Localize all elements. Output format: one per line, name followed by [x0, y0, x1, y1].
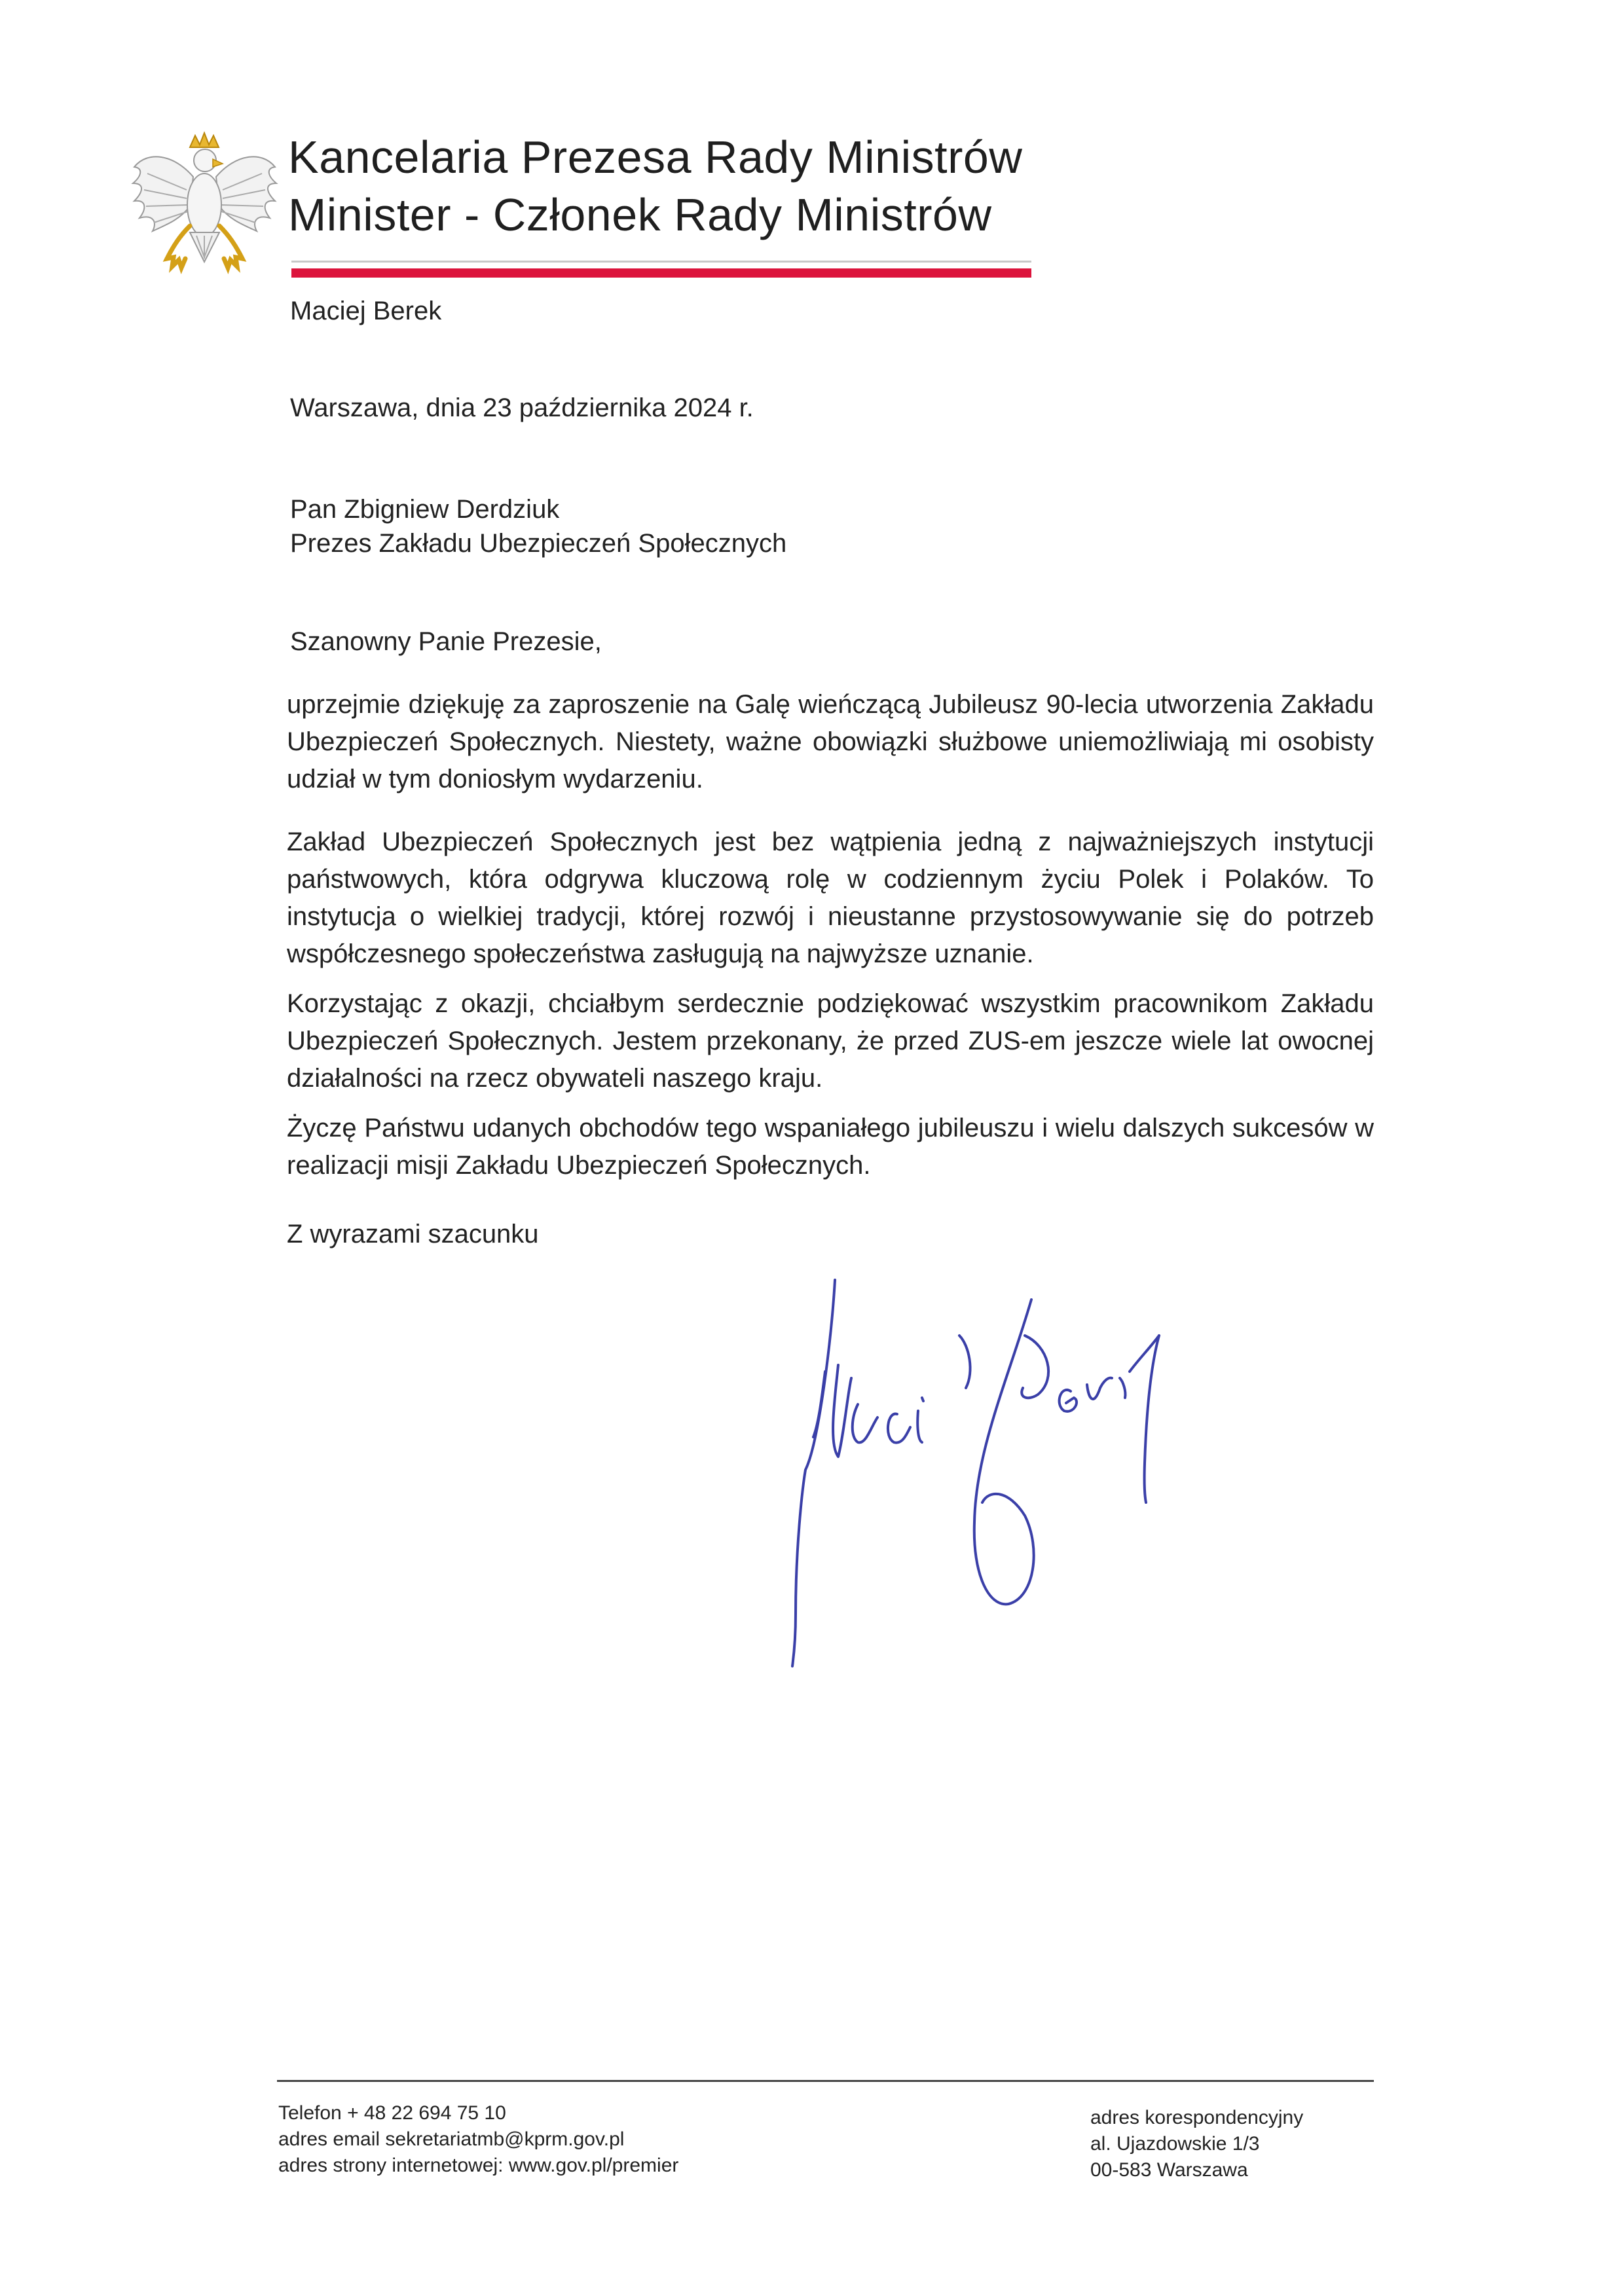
footer-website[interactable]: adres strony internetowej: www.gov.pl/premier: [278, 2155, 679, 2176]
recipient-name: Pan Zbigniew Derdziuk: [290, 495, 560, 524]
paragraph-2: Zakład Ubezpieczeń Społecznych jest bez wątpienia jedną z najważniejszych instytucji państwowych, która odgrywa kluczową rolę w codziennym życiu Polek i Polaków. To instytucja o wielkiej tradycji, której rozwój i nieustanne przystosowywanie się do potrzeb współczesnego społeczeństwa zasługują na najwyższe uznanie.: [287, 828, 1374, 968]
closing-line: Z wyrazami szacunku: [287, 1220, 539, 1248]
header-gray-rule: [291, 261, 1031, 263]
institution-title: Kancelaria Prezesa Rady Ministrów: [288, 132, 1023, 183]
paragraph-3: Korzystając z okazji, chciałbym serdecznie podziękować wszystkim pracownikom Zakładu Ubezpieczeń Społecznych. Jestem przekonany, że przed ZUS-em jeszcze wiele lat owocnej działalności na rzecz obywateli naszego kraju.: [287, 989, 1374, 1093]
signature: [766, 1273, 1264, 1673]
footer-rule: [277, 2080, 1374, 2082]
position-title: Minister - Członek Rady Ministrów: [288, 189, 992, 240]
footer-city: 00-583 Warszawa: [1090, 2159, 1248, 2181]
sender-name: Maciej Berek: [290, 297, 442, 325]
recipient-title: Prezes Zakładu Ubezpieczeń Społecznych: [290, 529, 787, 558]
salutation: Szanowny Panie Prezesie,: [290, 627, 602, 656]
footer-correspondence-label: adres korespondencyjny: [1090, 2107, 1304, 2128]
header-red-rule: [291, 268, 1031, 278]
polish-eagle-icon: [128, 128, 282, 285]
footer-phone: Telefon + 48 22 694 75 10: [278, 2102, 506, 2124]
footer-email[interactable]: adres email sekretariatmb@kprm.gov.pl: [278, 2128, 625, 2150]
paragraph-4: Życzę Państwu udanych obchodów tego wspaniałego jubileuszu i wielu dalszych sukcesów w realizacji misji Zakładu Ubezpieczeń Społecznych.: [287, 1114, 1374, 1180]
paragraph-1: uprzejmie dziękuję za zaproszenie na Galę wieńczącą Jubileusz 90-lecia utworzenia Zakładu Ubezpieczeń Społecznych. Niestety, ważne obowiązki służbowe uniemożliwiają mi osobisty udział w tym doniosłym wydarzeniu.: [287, 690, 1374, 793]
date-line: Warszawa, dnia 23 października 2024 r.: [290, 393, 754, 422]
footer-street: al. Ujazdowskie 1/3: [1090, 2133, 1260, 2155]
